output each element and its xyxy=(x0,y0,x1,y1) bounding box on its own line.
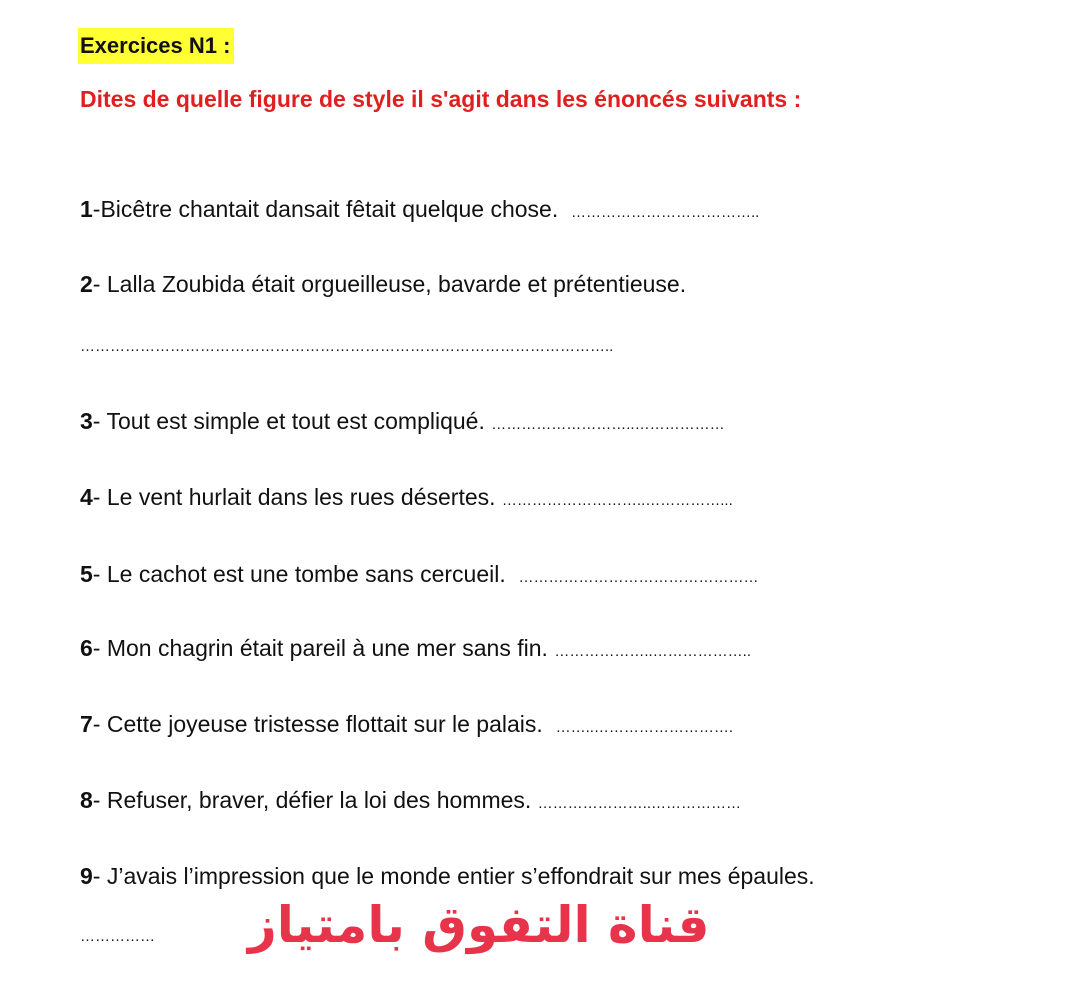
exercise-sentence: Refuser, braver, défier la loi des hommes. xyxy=(106,787,532,813)
answer-line-9: …………… xyxy=(80,928,155,945)
exercise-sentence: Tout est simple et tout est compliqué. xyxy=(106,408,485,434)
exercise-sentence: Lalla Zoubida était orgueilleuse, bavarde et prétentieuse. xyxy=(106,271,687,297)
exercise-item-5 xyxy=(80,559,759,593)
channel-watermark: قناة التفوق بامتياز xyxy=(248,896,710,954)
exercise-item-9 xyxy=(80,861,815,891)
exercise-title: Exercices N1 : xyxy=(78,28,234,64)
answer-dots: ……………………………….. xyxy=(571,204,760,221)
exercise-number: 9 xyxy=(80,863,93,889)
exercise-number: 3 xyxy=(80,408,93,434)
exercise-item-4 xyxy=(80,482,733,516)
exercise-sentence: Bicêtre chantait dansait fêtait quelque chose. xyxy=(100,196,559,222)
exercise-separator: - xyxy=(92,408,107,434)
exercise-separator: - xyxy=(92,271,107,297)
exercise-separator: - xyxy=(92,196,101,222)
exercise-number: 2 xyxy=(80,271,93,297)
instruction-text: Dites de quelle figure de style il s'agit dans les énoncés suivants : xyxy=(80,86,802,112)
exercise-item-8 xyxy=(80,785,741,819)
exercise-number: 4 xyxy=(80,484,93,510)
exercise-item-7 xyxy=(80,709,733,743)
answer-dots: ………………………..……………… xyxy=(491,416,725,433)
exercise-item-2 xyxy=(80,269,686,299)
exercise-sentence: J’avais l’impression que le monde entier s’effondrait sur mes épaules. xyxy=(106,863,815,889)
answer-dots: ……..………………………. xyxy=(555,719,734,736)
exercise-item-1 xyxy=(80,194,759,228)
exercise-sentence: Le vent hurlait dans les rues désertes. xyxy=(106,484,496,510)
exercise-number: 6 xyxy=(80,635,93,661)
exercise-separator: - xyxy=(92,561,107,587)
exercise-sentence: Mon chagrin était pareil à une mer sans fin. xyxy=(106,635,548,661)
exercise-sentence: Le cachot est une tombe sans cercueil. xyxy=(106,561,506,587)
answer-line-2: …………………………………………………………………………………………….. xyxy=(80,338,614,355)
answer-dots: ………………………..……………... xyxy=(501,492,733,509)
exercise-separator: - xyxy=(92,787,107,813)
answer-dots: ………………………………………… xyxy=(518,569,759,586)
exercise-item-3 xyxy=(80,406,725,440)
exercise-sentence: Cette joyeuse tristesse flottait sur le palais. xyxy=(106,711,543,737)
exercise-number: 5 xyxy=(80,561,93,587)
exercise-number: 7 xyxy=(80,711,93,737)
exercise-item-6 xyxy=(80,633,751,667)
exercise-number: 8 xyxy=(80,787,93,813)
exercise-separator: - xyxy=(92,635,107,661)
exercise-number: 1 xyxy=(80,196,93,222)
exercise-separator: - xyxy=(92,484,107,510)
exercise-separator: - xyxy=(92,863,107,889)
exercise-separator: - xyxy=(92,711,107,737)
answer-dots: …………………..……………… xyxy=(537,795,742,812)
answer-dots: ………………..……………….. xyxy=(554,643,751,660)
